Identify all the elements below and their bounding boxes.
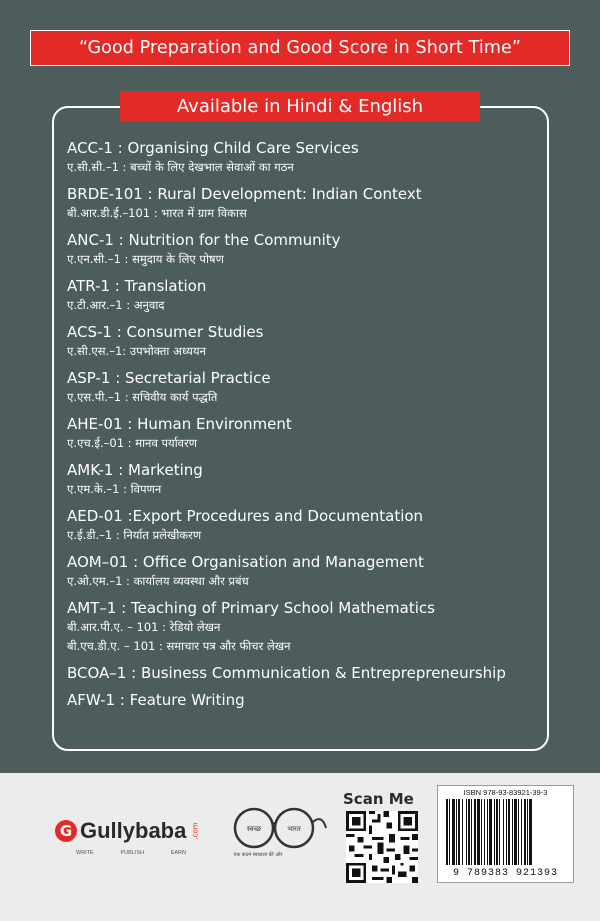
- course-title-hi: ए.एस.पी.–1 : सचिवीय कार्य पद्धति: [67, 390, 218, 404]
- course-title-hi: ए.एच.ई.–01 : मानव पर्यावरण: [67, 436, 198, 450]
- course-item: [67, 184, 537, 223]
- course-title-hi: ए.ओ.एम.–1 : कार्यालय व्यवस्था और प्रबंध: [67, 574, 249, 588]
- course-title-hi: ए.एम.के.–1 : विपणन: [67, 482, 162, 496]
- course-title-en: AFW-1 : Feature Writing: [67, 691, 245, 709]
- barcode-bar: [446, 799, 448, 865]
- isbn-text: ISBN 978-93-83921-39-3: [463, 788, 548, 797]
- barcode-bar: [518, 799, 519, 865]
- barcode-bar: [494, 799, 495, 865]
- availability-banner: Available in Hindi & English: [120, 91, 480, 121]
- barcode-bar: [458, 799, 460, 865]
- swachh-right-text: भारत: [287, 825, 301, 833]
- course-title-hi: बी.एच.डी.ए. – 101 : समाचार पत्र और फीचर लेखन: [67, 639, 291, 653]
- course-title-en: AED-01 :Export Procedures and Documentation: [67, 507, 424, 525]
- course-item: [67, 663, 537, 683]
- logo-subtitle: [76, 850, 186, 856]
- logo-domain: .com: [191, 822, 200, 840]
- barcode-bar: [489, 799, 492, 865]
- course-title-en: AHE-01 : Human Environment: [67, 415, 292, 433]
- course-title-en: ATR-1 : Translation: [67, 277, 207, 295]
- course-title-en: ANC-1 : Nutrition for the Community: [67, 231, 341, 249]
- course-item: [67, 598, 537, 656]
- barcode-number: 9 789383 921393: [452, 868, 558, 879]
- barcode-bar: [527, 799, 528, 865]
- course-title-en: AMT–1 : Teaching of Primary School Mathematics: [67, 599, 435, 617]
- barcode-bar: [474, 799, 476, 865]
- course-title-en: ACS-1 : Consumer Studies: [67, 323, 264, 341]
- scan-me-label: Scan Me: [343, 790, 414, 808]
- barcode-bar: [514, 799, 517, 865]
- course-title-en: ACC-1 : Organising Child Care Services: [67, 139, 359, 157]
- logo-sub-earn: EARN: [170, 850, 186, 856]
- course-title-hi: ए.एन.सी.–1 : समुदाय के लिए पोषण: [67, 252, 224, 266]
- course-title-en: AMK-1 : Marketing: [67, 461, 203, 479]
- course-item: [67, 506, 537, 545]
- logo-sub-publish: PUBLISH: [120, 850, 144, 856]
- course-item: [67, 552, 537, 591]
- logo-sub-write: WRITE: [76, 850, 94, 856]
- barcode-bar: [468, 799, 470, 865]
- course-item: [67, 276, 537, 315]
- barcode-bar: [452, 799, 455, 865]
- gullybaba-logo: [55, 818, 205, 844]
- course-item: [67, 414, 537, 453]
- barcode-bar: [524, 799, 526, 865]
- barcode-bar: [512, 799, 513, 865]
- barcode-bar: [462, 799, 463, 865]
- course-title-hi: ए.सी.सी.–1 : बच्चों के लिए देखभाल सेवाओं का गठन: [67, 160, 294, 174]
- course-item: [67, 690, 537, 710]
- barcode-bar: [477, 799, 480, 865]
- tagline-banner: “Good Preparation and Good Score in Short Time”: [30, 30, 570, 66]
- course-title-en: BRDE-101 : Rural Development: Indian Context: [67, 185, 422, 203]
- barcode-bar: [521, 799, 522, 865]
- barcode-bar: [503, 799, 504, 865]
- course-title-hi: बी.आर.पी.ए. – 101 : रेडियो लेखन: [67, 620, 221, 634]
- barcode-bar: [496, 799, 498, 865]
- barcode-bar: [456, 799, 457, 865]
- barcode-bar: [471, 799, 472, 865]
- barcode-bar: [487, 799, 488, 865]
- course-item: [67, 138, 537, 177]
- barcode-icon: [444, 799, 568, 865]
- course-list: [67, 138, 537, 717]
- g-logo-icon: G: [55, 820, 77, 842]
- barcode-bar: [529, 799, 532, 865]
- course-title-en: AOM–01 : Office Organisation and Management: [67, 553, 424, 571]
- logo-text: Gullybaba: [80, 818, 187, 843]
- barcode-bar: [481, 799, 482, 865]
- course-title-en: ASP-1 : Secretarial Practice: [67, 369, 271, 387]
- course-title-hi: ए.टी.आर.–1 : अनुवाद: [67, 298, 165, 312]
- barcode-bar: [449, 799, 450, 865]
- course-title-hi: बी.आर.डी.ई.–101 : भारत में ग्राम विकास: [67, 206, 247, 220]
- course-title-hi: ए.ई.डी.–1 : निर्यात प्रलेखीकरण: [67, 528, 202, 542]
- course-title-hi: ए.सी.एस.–1: उपभोक्ता अध्ययन: [67, 344, 206, 358]
- course-item: [67, 322, 537, 361]
- barcode-bar: [499, 799, 500, 865]
- barcode-bar: [506, 799, 507, 865]
- course-item: [67, 460, 537, 499]
- isbn-barcode-box: [437, 785, 574, 883]
- course-item: [67, 230, 537, 269]
- course-title-en: BCOA–1 : Business Communication & Entreprepreneurship: [67, 664, 506, 682]
- swachh-caption: एक कदम स्वच्छता की ओर: [233, 852, 283, 858]
- barcode-bar: [508, 799, 510, 865]
- qr-code-icon[interactable]: [346, 811, 418, 883]
- swachh-left-text: स्वच्छ: [246, 825, 262, 833]
- course-item: [67, 368, 537, 407]
- barcode-bar: [484, 799, 485, 865]
- barcode-bar: [466, 799, 467, 865]
